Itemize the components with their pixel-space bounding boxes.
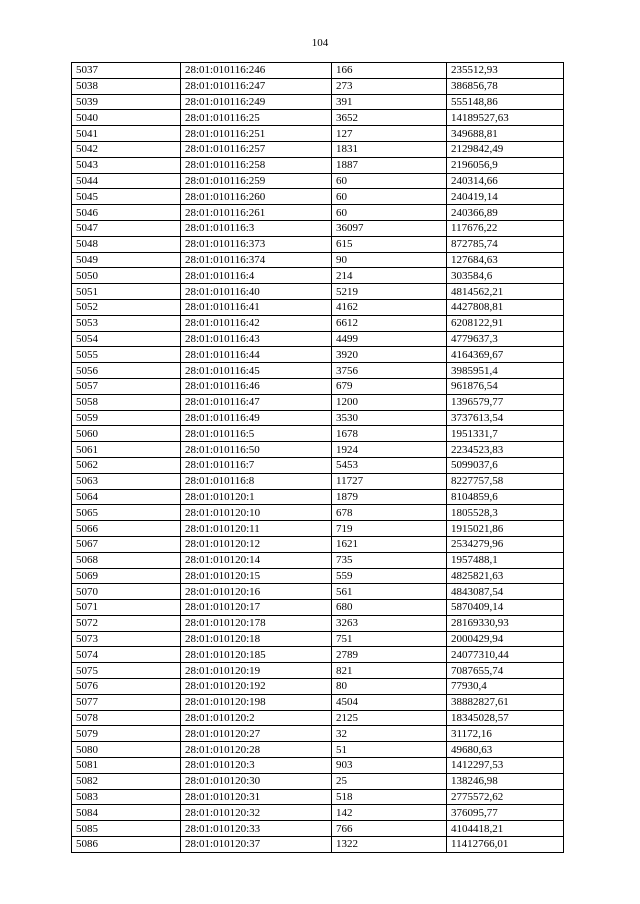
cadastral-number-cell: 28:01:010120:178 (181, 615, 332, 631)
cadastral-number-cell: 28:01:010116:5 (181, 426, 332, 442)
table-row (72, 489, 564, 505)
cadastral-number-cell: 28:01:010120:198 (181, 694, 332, 710)
table-row (72, 268, 564, 284)
value-cell: 872785,74 (447, 236, 564, 252)
area-cell: 719 (332, 521, 447, 537)
value-cell: 31172,16 (447, 726, 564, 742)
cadastral-number-cell: 28:01:010116:7 (181, 457, 332, 473)
table-row (72, 141, 564, 157)
area-cell: 903 (332, 758, 447, 774)
area-cell: 680 (332, 600, 447, 616)
cadastral-number-cell: 28:01:010120:3 (181, 758, 332, 774)
cadastral-number-cell: 28:01:010116:258 (181, 157, 332, 173)
cadastral-number-cell: 28:01:010120:27 (181, 726, 332, 742)
area-cell: 1887 (332, 157, 447, 173)
value-cell: 138246,98 (447, 773, 564, 789)
row-number-cell: 5050 (72, 268, 181, 284)
table-row (72, 299, 564, 315)
area-cell: 561 (332, 584, 447, 600)
value-cell: 1412297,53 (447, 758, 564, 774)
area-cell: 1678 (332, 426, 447, 442)
table-row (72, 315, 564, 331)
table-row (72, 252, 564, 268)
cadastral-number-cell: 28:01:010120:31 (181, 789, 332, 805)
area-cell: 615 (332, 236, 447, 252)
row-number-cell: 5074 (72, 647, 181, 663)
value-cell: 240419,14 (447, 189, 564, 205)
value-cell: 2234523,83 (447, 442, 564, 458)
table-row (72, 442, 564, 458)
row-number-cell: 5040 (72, 110, 181, 126)
area-cell: 1200 (332, 394, 447, 410)
row-number-cell: 5086 (72, 837, 181, 853)
area-cell: 2125 (332, 710, 447, 726)
value-cell: 7087655,74 (447, 663, 564, 679)
table-body (72, 63, 564, 853)
area-cell: 60 (332, 205, 447, 221)
cadastral-number-cell: 28:01:010116:44 (181, 347, 332, 363)
table-row (72, 726, 564, 742)
row-number-cell: 5065 (72, 505, 181, 521)
row-number-cell: 5043 (72, 157, 181, 173)
cadastral-number-cell: 28:01:010120:32 (181, 805, 332, 821)
area-cell: 6612 (332, 315, 447, 331)
value-cell: 4104418,21 (447, 821, 564, 837)
row-number-cell: 5083 (72, 789, 181, 805)
cadastral-number-cell: 28:01:010116:40 (181, 284, 332, 300)
value-cell: 1957488,1 (447, 552, 564, 568)
cadastral-number-cell: 28:01:010116:50 (181, 442, 332, 458)
row-number-cell: 5085 (72, 821, 181, 837)
table-row (72, 821, 564, 837)
cadastral-number-cell: 28:01:010116:246 (181, 63, 332, 79)
row-number-cell: 5054 (72, 331, 181, 347)
area-cell: 391 (332, 94, 447, 110)
row-number-cell: 5037 (72, 63, 181, 79)
area-cell: 4162 (332, 299, 447, 315)
table-row (72, 631, 564, 647)
value-cell: 1805528,3 (447, 505, 564, 521)
value-cell: 555148,86 (447, 94, 564, 110)
area-cell: 751 (332, 631, 447, 647)
area-cell: 60 (332, 173, 447, 189)
row-number-cell: 5053 (72, 315, 181, 331)
row-number-cell: 5063 (72, 473, 181, 489)
row-number-cell: 5062 (72, 457, 181, 473)
area-cell: 127 (332, 126, 447, 142)
area-cell: 1879 (332, 489, 447, 505)
value-cell: 24077310,44 (447, 647, 564, 663)
value-cell: 386856,78 (447, 78, 564, 94)
value-cell: 2534279,96 (447, 536, 564, 552)
row-number-cell: 5077 (72, 694, 181, 710)
cadastral-number-cell: 28:01:010120:15 (181, 568, 332, 584)
value-cell: 1951331,7 (447, 426, 564, 442)
row-number-cell: 5038 (72, 78, 181, 94)
table-row (72, 694, 564, 710)
cadastral-number-cell: 28:01:010116:49 (181, 410, 332, 426)
value-cell: 14189527,63 (447, 110, 564, 126)
table-row (72, 410, 564, 426)
row-number-cell: 5039 (72, 94, 181, 110)
cadastral-number-cell: 28:01:010116:3 (181, 220, 332, 236)
value-cell: 49680,63 (447, 742, 564, 758)
value-cell: 2196056,9 (447, 157, 564, 173)
table-row (72, 205, 564, 221)
value-cell: 240314,66 (447, 173, 564, 189)
row-number-cell: 5061 (72, 442, 181, 458)
row-number-cell: 5059 (72, 410, 181, 426)
row-number-cell: 5041 (72, 126, 181, 142)
table-row (72, 220, 564, 236)
area-cell: 60 (332, 189, 447, 205)
value-cell: 8227757,58 (447, 473, 564, 489)
area-cell: 11727 (332, 473, 447, 489)
row-number-cell: 5052 (72, 299, 181, 315)
value-cell: 376095,77 (447, 805, 564, 821)
area-cell: 142 (332, 805, 447, 821)
cadastral-number-cell: 28:01:010116:260 (181, 189, 332, 205)
cadastral-number-cell: 28:01:010116:259 (181, 173, 332, 189)
row-number-cell: 5067 (72, 536, 181, 552)
table-row (72, 615, 564, 631)
cadastral-number-cell: 28:01:010116:25 (181, 110, 332, 126)
table-row (72, 679, 564, 695)
value-cell: 5099037,6 (447, 457, 564, 473)
value-cell: 1915021,86 (447, 521, 564, 537)
cadastral-number-cell: 28:01:010116:42 (181, 315, 332, 331)
cadastral-number-cell: 28:01:010120:11 (181, 521, 332, 537)
row-number-cell: 5051 (72, 284, 181, 300)
value-cell: 4779637,3 (447, 331, 564, 347)
value-cell: 303584,6 (447, 268, 564, 284)
cadastral-number-cell: 28:01:010116:261 (181, 205, 332, 221)
row-number-cell: 5066 (72, 521, 181, 537)
area-cell: 25 (332, 773, 447, 789)
row-number-cell: 5080 (72, 742, 181, 758)
area-cell: 3920 (332, 347, 447, 363)
value-cell: 4843087,54 (447, 584, 564, 600)
value-cell: 6208122,91 (447, 315, 564, 331)
area-cell: 1924 (332, 442, 447, 458)
area-cell: 51 (332, 742, 447, 758)
cadastral-number-cell: 28:01:010120:14 (181, 552, 332, 568)
row-number-cell: 5044 (72, 173, 181, 189)
value-cell: 117676,22 (447, 220, 564, 236)
table-row (72, 742, 564, 758)
cadastral-number-cell: 28:01:010120:10 (181, 505, 332, 521)
table-row (72, 284, 564, 300)
cadastral-number-cell: 28:01:010120:192 (181, 679, 332, 695)
table-row (72, 426, 564, 442)
value-cell: 3985951,4 (447, 363, 564, 379)
area-cell: 4504 (332, 694, 447, 710)
value-cell: 11412766,01 (447, 837, 564, 853)
area-cell: 3756 (332, 363, 447, 379)
value-cell: 235512,93 (447, 63, 564, 79)
cadastral-table (71, 62, 564, 853)
value-cell: 4814562,21 (447, 284, 564, 300)
row-number-cell: 5058 (72, 394, 181, 410)
table-row (72, 78, 564, 94)
table-row (72, 110, 564, 126)
table-row (72, 552, 564, 568)
value-cell: 8104859,6 (447, 489, 564, 505)
cadastral-number-cell: 28:01:010116:247 (181, 78, 332, 94)
table-row (72, 773, 564, 789)
value-cell: 5870409,14 (447, 600, 564, 616)
row-number-cell: 5060 (72, 426, 181, 442)
cadastral-number-cell: 28:01:010120:33 (181, 821, 332, 837)
row-number-cell: 5056 (72, 363, 181, 379)
row-number-cell: 5075 (72, 663, 181, 679)
row-number-cell: 5042 (72, 141, 181, 157)
area-cell: 36097 (332, 220, 447, 236)
row-number-cell: 5069 (72, 568, 181, 584)
value-cell: 28169330,93 (447, 615, 564, 631)
cadastral-number-cell: 28:01:010116:45 (181, 363, 332, 379)
cadastral-number-cell: 28:01:010120:18 (181, 631, 332, 647)
table-row (72, 789, 564, 805)
table-row (72, 805, 564, 821)
cadastral-number-cell: 28:01:010116:251 (181, 126, 332, 142)
table-row (72, 584, 564, 600)
cadastral-number-cell: 28:01:010116:46 (181, 378, 332, 394)
row-number-cell: 5057 (72, 378, 181, 394)
table-row (72, 63, 564, 79)
area-cell: 735 (332, 552, 447, 568)
area-cell: 1831 (332, 141, 447, 157)
area-cell: 1322 (332, 837, 447, 853)
area-cell: 766 (332, 821, 447, 837)
row-number-cell: 5045 (72, 189, 181, 205)
cadastral-number-cell: 28:01:010116:47 (181, 394, 332, 410)
row-number-cell: 5076 (72, 679, 181, 695)
cadastral-number-cell: 28:01:010120:19 (181, 663, 332, 679)
cadastral-number-cell: 28:01:010116:8 (181, 473, 332, 489)
value-cell: 4164369,67 (447, 347, 564, 363)
table-row (72, 473, 564, 489)
table-row (72, 457, 564, 473)
value-cell: 18345028,57 (447, 710, 564, 726)
row-number-cell: 5047 (72, 220, 181, 236)
table-row (72, 94, 564, 110)
cadastral-number-cell: 28:01:010120:28 (181, 742, 332, 758)
row-number-cell: 5055 (72, 347, 181, 363)
cadastral-number-cell: 28:01:010116:249 (181, 94, 332, 110)
value-cell: 2000429,94 (447, 631, 564, 647)
value-cell: 77930,4 (447, 679, 564, 695)
table-row (72, 126, 564, 142)
value-cell: 1396579,77 (447, 394, 564, 410)
cadastral-number-cell: 28:01:010120:30 (181, 773, 332, 789)
area-cell: 3652 (332, 110, 447, 126)
table-row (72, 347, 564, 363)
area-cell: 214 (332, 268, 447, 284)
cadastral-number-cell: 28:01:010120:12 (181, 536, 332, 552)
row-number-cell: 5084 (72, 805, 181, 821)
table-row (72, 331, 564, 347)
area-cell: 2789 (332, 647, 447, 663)
cadastral-number-cell: 28:01:010120:17 (181, 600, 332, 616)
cadastral-number-cell: 28:01:010116:41 (181, 299, 332, 315)
table-row (72, 157, 564, 173)
value-cell: 3737613,54 (447, 410, 564, 426)
row-number-cell: 5048 (72, 236, 181, 252)
area-cell: 3263 (332, 615, 447, 631)
row-number-cell: 5064 (72, 489, 181, 505)
area-cell: 80 (332, 679, 447, 695)
table-row (72, 568, 564, 584)
value-cell: 349688,81 (447, 126, 564, 142)
table-row (72, 378, 564, 394)
row-number-cell: 5071 (72, 600, 181, 616)
value-cell: 127684,63 (447, 252, 564, 268)
area-cell: 1621 (332, 536, 447, 552)
cadastral-number-cell: 28:01:010120:2 (181, 710, 332, 726)
area-cell: 4499 (332, 331, 447, 347)
cadastral-number-cell: 28:01:010120:16 (181, 584, 332, 600)
row-number-cell: 5068 (72, 552, 181, 568)
table-row (72, 837, 564, 853)
table-row (72, 758, 564, 774)
area-cell: 273 (332, 78, 447, 94)
table-row (72, 521, 564, 537)
value-cell: 38882827,61 (447, 694, 564, 710)
cadastral-number-cell: 28:01:010116:257 (181, 141, 332, 157)
value-cell: 240366,89 (447, 205, 564, 221)
table-row (72, 236, 564, 252)
table-row (72, 189, 564, 205)
area-cell: 559 (332, 568, 447, 584)
table-row (72, 173, 564, 189)
cadastral-number-cell: 28:01:010120:37 (181, 837, 332, 853)
area-cell: 518 (332, 789, 447, 805)
row-number-cell: 5072 (72, 615, 181, 631)
row-number-cell: 5049 (72, 252, 181, 268)
cadastral-number-cell: 28:01:010116:4 (181, 268, 332, 284)
cadastral-number-cell: 28:01:010116:43 (181, 331, 332, 347)
table-row (72, 647, 564, 663)
area-cell: 5219 (332, 284, 447, 300)
row-number-cell: 5082 (72, 773, 181, 789)
cadastral-number-cell: 28:01:010120:1 (181, 489, 332, 505)
area-cell: 3530 (332, 410, 447, 426)
value-cell: 961876,54 (447, 378, 564, 394)
cadastral-number-cell: 28:01:010116:373 (181, 236, 332, 252)
table-row (72, 363, 564, 379)
value-cell: 2775572,62 (447, 789, 564, 805)
table-row (72, 710, 564, 726)
area-cell: 821 (332, 663, 447, 679)
area-cell: 166 (332, 63, 447, 79)
area-cell: 5453 (332, 457, 447, 473)
table-row (72, 600, 564, 616)
area-cell: 679 (332, 378, 447, 394)
row-number-cell: 5073 (72, 631, 181, 647)
row-number-cell: 5078 (72, 710, 181, 726)
table-row (72, 394, 564, 410)
page-number: 104 (311, 37, 329, 49)
area-cell: 678 (332, 505, 447, 521)
cadastral-number-cell: 28:01:010120:185 (181, 647, 332, 663)
table-row (72, 536, 564, 552)
area-cell: 90 (332, 252, 447, 268)
cadastral-number-cell: 28:01:010116:374 (181, 252, 332, 268)
value-cell: 2129842,49 (447, 141, 564, 157)
table-row (72, 663, 564, 679)
row-number-cell: 5081 (72, 758, 181, 774)
table-row (72, 505, 564, 521)
row-number-cell: 5079 (72, 726, 181, 742)
area-cell: 32 (332, 726, 447, 742)
value-cell: 4427808,81 (447, 299, 564, 315)
value-cell: 4825821,63 (447, 568, 564, 584)
row-number-cell: 5046 (72, 205, 181, 221)
row-number-cell: 5070 (72, 584, 181, 600)
